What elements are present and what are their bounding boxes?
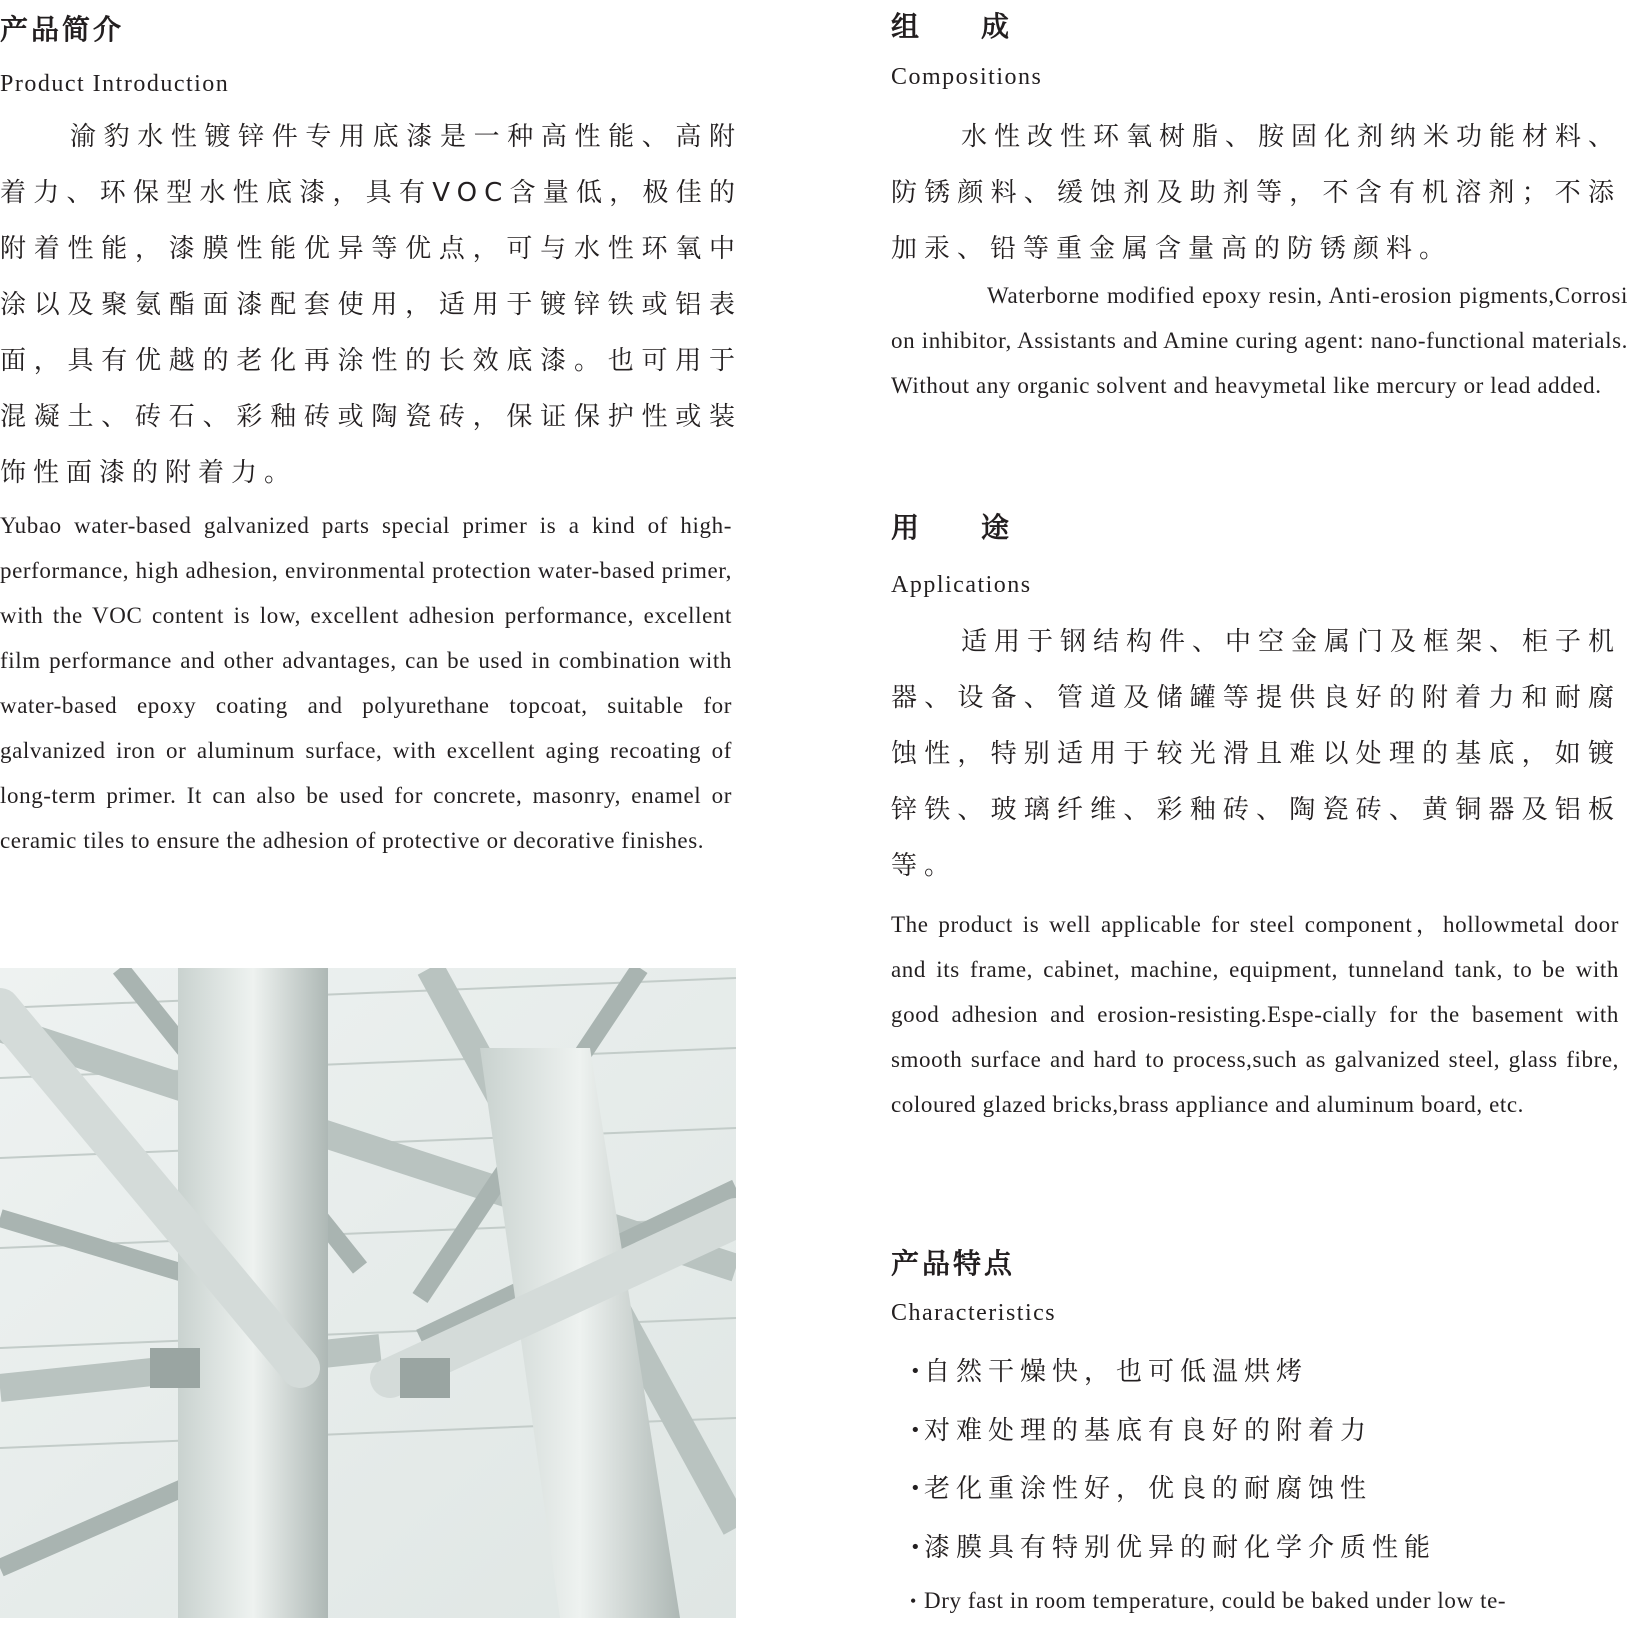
intro-body-en: Yubao water-based galvanized parts special primer is a kind of high-performance, high adhesion, environmental protection water-based primer, with the VOC content is low, excellent adhesion performance, excellent film performance and other advantages, can be used in combination with water-based epoxy coating and polyurethane topcoat, suitable for galvanized iron or aluminum surface, with excellent aging recoating of long-term primer. It can also be used for concrete, masonry, enamel or ceramic tiles to ensure the adhesion of protective or decorative finishes. — [0, 513, 732, 853]
item-text: 老化重涂性好，优良的耐腐蚀性 — [924, 1474, 1373, 1504]
intro-title-cn: 产品简介 — [0, 13, 125, 46]
compositions-title-cn: 组成 — [891, 10, 1072, 43]
bullet-icon: • — [910, 1419, 927, 1441]
applications-body-en: The product is well applicable for steel component，hollowmetal door and its frame, cabinet, machine, equipment, tunneland tank, to be with good adhesion and erosion-resisting.Espe-cially for the basement with smooth surface and hard to process,such as galvanized steel, glass fibre, coloured glazed bricks,brass appliance and aluminum board, etc. — [891, 912, 1619, 1117]
intro-body-cn: 渝豹水性镀锌件专用底漆是一种高性能、高附着力、环保型水性底漆，具有VOC含量低，极佳的附着性能，漆膜性能优异等优点，可与水性环氧中涂以及聚氨酯面漆配套使用，适用于镀锌铁或铝表面，具有优越的老化再涂性的长效底漆。也可用于混凝土、砖石、彩釉砖或陶瓷砖，保证保护性或装饰性面漆的附着力。 — [0, 122, 742, 488]
compositions-title-en: Compositions — [891, 64, 1043, 90]
bullet-icon: • — [910, 1536, 927, 1558]
characteristics-title-cn: 产品特点 — [891, 1247, 1016, 1280]
bullet-icon: • — [910, 1361, 927, 1382]
list-item — [910, 1343, 1506, 1402]
steel-structure-photo — [0, 968, 736, 1618]
intro-title-en: Product Introduction — [0, 71, 230, 97]
item-text: 漆膜具有特别优异的耐化学介质性能 — [924, 1532, 1437, 1563]
list-item — [910, 1460, 1506, 1519]
compositions-body-en: Waterborne modified epoxy resin, Anti-erosion pigments,Corrosion inhibitor, Assistants and Amine curing agent: nano-functional materials. Without any organic solvent and heavymetal like mercury or lead added. — [891, 283, 1628, 398]
list-item — [910, 1581, 1506, 1621]
characteristics-list — [910, 1343, 1506, 1621]
compositions-body-cn: 水性改性环氧树脂、胺固化剂纳米功能材料、防锈颜料、缓蚀剂及助剂等，不含有机溶剂；不添加汞、铅等重金属含量高的防锈颜料。 — [891, 122, 1622, 264]
list-item — [910, 1519, 1506, 1578]
applications-body-cn: 适用于钢结构件、中空金属门及框架、柜子机器、设备、管道及储罐等提供良好的附着力和耐腐蚀性，特别适用于较光滑且难以处理的基底，如镀锌铁、玻璃纤维、彩釉砖、陶瓷砖、黄铜器及铝板等。 — [891, 627, 1622, 881]
characteristics-title-en: Characteristics — [891, 1300, 1057, 1326]
item-text: 自然干燥快，也可低温烘烤 — [924, 1357, 1309, 1387]
list-item — [910, 1402, 1506, 1461]
bullet-icon: • — [910, 1591, 917, 1611]
bullet-icon: • — [910, 1478, 927, 1499]
applications-title-cn: 用途 — [891, 511, 1072, 544]
applications-title-en: Applications — [891, 572, 1032, 598]
item-text: 对难处理的基底有良好的附着力 — [924, 1415, 1373, 1446]
item-text: Dry fast in room temperature, could be baked under low te- — [924, 1588, 1507, 1613]
